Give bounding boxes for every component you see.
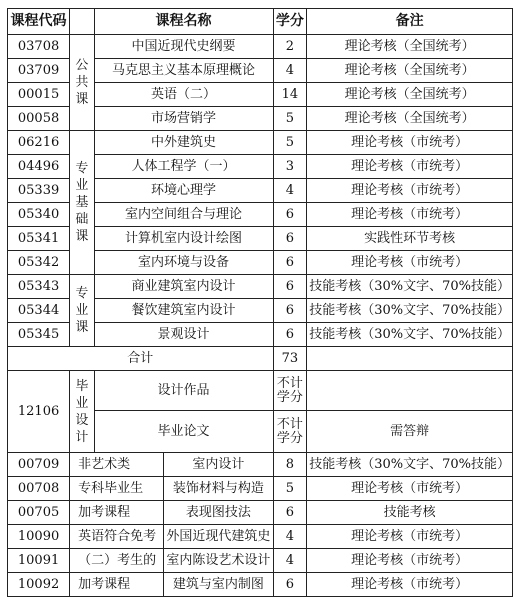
note: 理论考核（全国统考） [307, 59, 513, 83]
table-row [8, 501, 513, 525]
course-name: 表现图技法 [164, 501, 273, 525]
course-name: 商业建筑室内设计 [94, 275, 273, 299]
course-name: 室内设计 [164, 453, 273, 477]
group-label-text: 毕 业 设 计 [75, 378, 89, 445]
credit: 4 [273, 525, 307, 549]
course-code: 10092 [8, 573, 70, 597]
table-row [8, 477, 513, 501]
total-note [307, 347, 513, 371]
course-code: 00058 [8, 107, 70, 131]
course-name: 室内陈设艺术设计 [164, 549, 273, 573]
course-code: 06216 [8, 131, 70, 155]
course-name: 设计作品 [94, 371, 273, 411]
course-name: 市场营销学 [94, 107, 273, 131]
table-row [8, 131, 513, 155]
course-name: 环境心理学 [94, 179, 273, 203]
course-name: 英语（二） [94, 83, 273, 107]
group-label: 加考课程 [70, 501, 164, 525]
credit: 6 [273, 323, 307, 347]
course-code: 12106 [8, 371, 70, 453]
total-label: 合计 [8, 347, 274, 371]
note: 理论考核（全国统考） [307, 83, 513, 107]
group-label [70, 275, 94, 347]
course-code: 00708 [8, 477, 70, 501]
course-table [7, 8, 513, 597]
total-credit: 73 [273, 347, 307, 371]
note: 理论考核（市统考） [307, 131, 513, 155]
note: 理论考核（市统考） [307, 155, 513, 179]
header-group [70, 9, 94, 35]
credit: 5 [273, 131, 307, 155]
credit: 6 [273, 227, 307, 251]
group-label-text: 公 共 课 [75, 58, 89, 107]
course-code: 00015 [8, 83, 70, 107]
course-name: 装饰材料与构造 [164, 477, 273, 501]
course-code: 03709 [8, 59, 70, 83]
course-name: 马克思主义基本原理概论 [94, 59, 273, 83]
course-name: 计算机室内设计绘图 [94, 227, 273, 251]
note: 技能考核（30%文字、70%技能） [307, 299, 513, 323]
course-name: 外国近现代建筑史 [164, 525, 273, 549]
course-name: 人体工程学（一） [94, 155, 273, 179]
course-code: 04496 [8, 155, 70, 179]
credit: 6 [273, 275, 307, 299]
credit: 5 [273, 107, 307, 131]
group-label: 专科毕业生 [70, 477, 164, 501]
note: 技能考核（30%文字、70%技能） [307, 275, 513, 299]
note: 技能考核（30%文字、70%技能） [307, 323, 513, 347]
group-label: 加考课程 [70, 573, 164, 597]
note: 理论考核（市统考） [307, 549, 513, 573]
credit: 不计学分 [273, 411, 307, 453]
note: 技能考核（30%文字、70%技能） [307, 453, 513, 477]
course-code: 05345 [8, 323, 70, 347]
group-label-text: 专 业 课 [75, 286, 89, 335]
course-code: 05339 [8, 179, 70, 203]
note [307, 371, 513, 411]
course-code: 05344 [8, 299, 70, 323]
course-name: 室内环境与设备 [94, 251, 273, 275]
credit: 5 [273, 477, 307, 501]
course-code: 00705 [8, 501, 70, 525]
credit: 8 [273, 453, 307, 477]
credit: 6 [273, 203, 307, 227]
group-label [70, 131, 94, 275]
note: 理论考核（市统考） [307, 251, 513, 275]
table-row [8, 573, 513, 597]
note: 理论考核（市统考） [307, 573, 513, 597]
note: 理论考核（市统考） [307, 477, 513, 501]
course-name: 景观设计 [94, 323, 273, 347]
group-label-text: 专 业 基 础 课 [75, 161, 89, 244]
course-name: 建筑与室内制图 [164, 573, 273, 597]
course-name: 餐饮建筑室内设计 [94, 299, 273, 323]
group-label: （二）考生的 [70, 549, 164, 573]
header-credit: 学分 [273, 9, 307, 35]
credit: 3 [273, 155, 307, 179]
course-code: 03708 [8, 35, 70, 59]
course-code: 05340 [8, 203, 70, 227]
note: 理论考核（全国统考） [307, 35, 513, 59]
note: 技能考核 [307, 501, 513, 525]
note: 理论考核（市统考） [307, 179, 513, 203]
header-code: 课程代码 [8, 9, 70, 35]
note: 需答辩 [307, 411, 513, 453]
header-name: 课程名称 [94, 9, 273, 35]
table-row [8, 453, 513, 477]
course-name: 室内空间组合与理论 [94, 203, 273, 227]
credit: 6 [273, 501, 307, 525]
course-code: 10090 [8, 525, 70, 549]
credit: 2 [273, 35, 307, 59]
table-row [8, 525, 513, 549]
note: 理论考核（全国统考） [307, 107, 513, 131]
course-table-body [8, 9, 513, 597]
course-code: 05341 [8, 227, 70, 251]
credit: 不计学分 [273, 371, 307, 411]
credit: 6 [273, 251, 307, 275]
credit: 6 [273, 299, 307, 323]
course-name: 中国近现代史纲要 [94, 35, 273, 59]
table-row [8, 275, 513, 299]
course-name: 中外建筑史 [94, 131, 273, 155]
group-label [70, 371, 94, 453]
table-row [8, 549, 513, 573]
credit: 4 [273, 59, 307, 83]
note: 理论考核（市统考） [307, 525, 513, 549]
credit: 4 [273, 179, 307, 203]
course-code: 00709 [8, 453, 70, 477]
course-name: 毕业论文 [94, 411, 273, 453]
table-row [8, 35, 513, 59]
course-code: 10091 [8, 549, 70, 573]
header-note: 备注 [307, 9, 513, 35]
course-code: 05342 [8, 251, 70, 275]
total-row [8, 347, 513, 371]
note: 理论考核（市统考） [307, 203, 513, 227]
group-label: 非艺术类 [70, 453, 164, 477]
credit: 14 [273, 83, 307, 107]
course-code: 05343 [8, 275, 70, 299]
group-label: 英语符合免考 [70, 525, 164, 549]
credit: 4 [273, 549, 307, 573]
group-label [70, 35, 94, 131]
credit: 6 [273, 573, 307, 597]
note: 实践性环节考核 [307, 227, 513, 251]
header-row [8, 9, 513, 35]
table-row [8, 371, 513, 411]
